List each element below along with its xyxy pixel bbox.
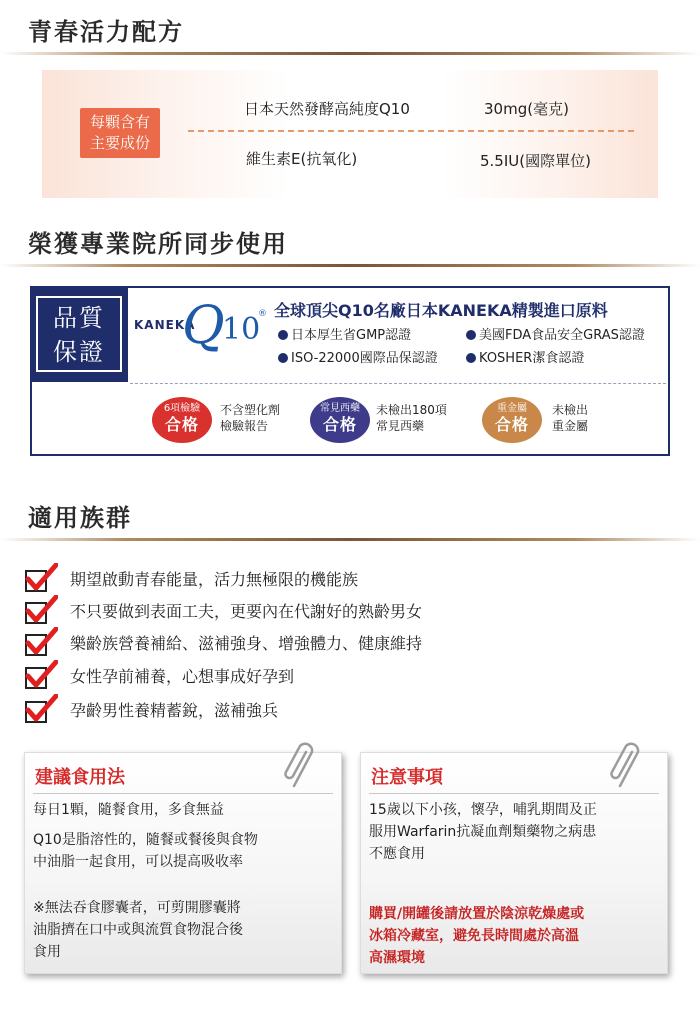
seal-heavy-metal-top: 重金屬	[497, 403, 527, 414]
section-divider	[0, 538, 700, 541]
usage-line-4: ※無法吞食膠囊者，可剪開膠囊將	[33, 900, 241, 916]
cert-item-fda	[466, 324, 645, 343]
seal-heavy-metal-label-line1: 未檢出	[552, 403, 589, 417]
cert-item-kosher	[466, 347, 584, 366]
cert-item-iso-label: ISO-22000國際品保認證	[291, 351, 438, 366]
registered-mark: ®	[258, 309, 267, 319]
card-divider	[369, 793, 659, 794]
usage-line-2: Q10是脂溶性的，隨餐或餐後與食物	[33, 832, 258, 848]
usage-line-1: 每日1顆，隨餐食用，多食無益	[33, 802, 224, 818]
kaneka-logo-text: KANEKA	[134, 318, 196, 332]
quality-badge	[36, 296, 122, 372]
seal-western-drug-label	[376, 402, 447, 434]
audience-item-text: 孕齡男性養精蓄銳，滋補強兵	[70, 701, 279, 720]
bullet-icon	[466, 330, 476, 340]
seal-heavy-metal-icon	[482, 397, 542, 443]
seal-heavy-metal-label-line2: 重金屬	[552, 419, 589, 433]
usage-line-3: 中油脂一起食用，可以提高吸收率	[33, 854, 243, 870]
ingredients-badge	[80, 108, 160, 158]
seal-western-drug-label-line1: 未檢出180項	[376, 403, 447, 417]
bullet-icon	[466, 353, 476, 363]
cert-item-kosher-label: KOSHER潔食認證	[479, 351, 585, 366]
q10-logo-10: 10	[222, 312, 261, 347]
seal-western-drug-label-line2: 常見西藥	[376, 419, 425, 433]
checkmark-icon	[24, 660, 58, 690]
bullet-icon	[278, 330, 288, 340]
section-title-formula: 青春活力配方	[28, 18, 184, 46]
notice-line-2: 服用Warfarin抗凝血劑類藥物之病患	[369, 824, 597, 840]
seal-plasticizer-label	[220, 402, 280, 434]
ingredients-divider	[188, 130, 634, 132]
certification-divider	[130, 383, 666, 384]
cert-item-gmp	[278, 324, 411, 343]
ingredient-name-vitamin-e: 維生素E(抗氧化)	[246, 150, 358, 168]
seal-plasticizer-icon	[152, 397, 212, 443]
seal-plasticizer-label-line2: 檢驗報告	[220, 419, 269, 433]
section-divider	[0, 264, 700, 267]
bullet-icon	[278, 353, 288, 363]
quality-badge-line2: 保證	[53, 338, 105, 366]
audience-item-text: 樂齡族營養補給、滋補強身、增強體力、健康維持	[70, 634, 423, 653]
usage-line-5: 油脂擠在口中或與流質食物混合後	[33, 922, 243, 938]
seal-heavy-metal-label	[552, 402, 588, 434]
usage-line-6: 食用	[33, 944, 61, 960]
section-divider	[0, 52, 700, 55]
ingredients-badge-line1: 每顆含有	[89, 113, 150, 131]
audience-item-text: 女性孕前補養，心想事成好孕到	[70, 667, 295, 686]
notice-storage-line-2: 冰箱冷藏室，避免長時間處於高溫	[369, 928, 579, 944]
checkmark-icon	[24, 595, 58, 625]
section-title-audience: 適用族群	[28, 504, 132, 532]
notice-line-1: 15歲以下小孩，懷孕，哺乳期間及正	[369, 802, 597, 818]
audience-item-text: 期望啟動青春能量，活力無極限的機能族	[70, 570, 359, 589]
section-title-professional: 榮獲專業院所同步使用	[28, 230, 288, 258]
seal-heavy-metal-bottom: 合格	[494, 415, 529, 434]
usage-card-title: 建議食用法	[35, 767, 125, 788]
notice-storage-line-3: 高濕環境	[369, 950, 425, 966]
notice-storage-line-1: 購買/開罐後請放置於陰涼乾燥處或	[369, 906, 585, 922]
checkmark-icon	[24, 563, 58, 593]
ingredients-badge-line2: 主要成份	[89, 134, 150, 152]
seal-western-drug-top: 常見西藥	[320, 403, 360, 414]
cert-item-iso	[278, 347, 438, 366]
seal-plasticizer-label-line1: 不含塑化劑	[220, 403, 281, 417]
quality-badge-line1: 品質	[53, 304, 105, 332]
q10-logo-q: Q	[182, 296, 225, 356]
audience-item-text: 不只要做到表面工夫，更要內在代謝好的熟齡男女	[70, 602, 423, 621]
certification-headline: 全球頂尖Q10名廠日本KANEKA精製進口原料	[274, 301, 608, 320]
seal-plasticizer-top: 6項檢驗	[163, 403, 201, 414]
ingredient-name-q10: 日本天然發酵高純度Q10	[244, 100, 410, 118]
paperclip-icon	[608, 738, 646, 790]
seal-plasticizer-bottom: 合格	[164, 415, 199, 434]
checkmark-icon	[24, 694, 58, 724]
ingredient-amount-q10: 30mg(毫克)	[484, 100, 569, 118]
checkmark-icon	[24, 627, 58, 657]
seal-western-drug-icon	[310, 397, 370, 443]
card-divider	[33, 793, 333, 794]
cert-item-fda-label: 美國FDA食品安全GRAS認證	[479, 328, 645, 343]
ingredient-amount-vitamin-e: 5.5IU(國際單位)	[480, 152, 591, 170]
notice-line-3: 不應食用	[369, 846, 425, 862]
notice-card-title: 注意事項	[371, 767, 443, 788]
cert-item-gmp-label: 日本厚生省GMP認證	[291, 328, 412, 343]
seal-western-drug-bottom: 合格	[322, 415, 357, 434]
paperclip-icon	[282, 738, 320, 790]
